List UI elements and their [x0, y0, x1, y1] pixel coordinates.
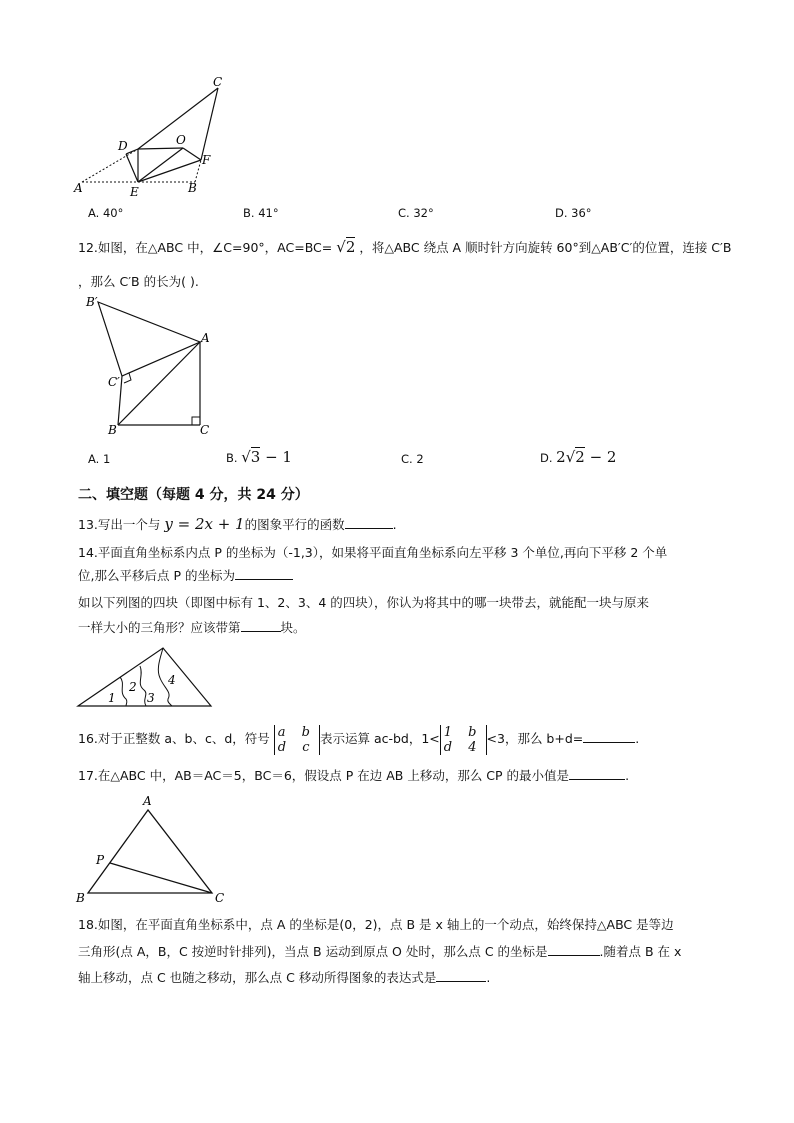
q11-label-a: A [74, 181, 83, 195]
q18-line3: 轴上移动，点 C 也随之移动，那么点 C 移动所得图象的表达式是 . [78, 970, 491, 985]
q17-label-p: P [96, 853, 105, 867]
q12-stem-line2: ，那么 C′B 的长为( ). [78, 274, 199, 289]
q12-option-a: A. 1 [88, 452, 111, 466]
q13-formula: y = 2x + 1 [164, 515, 245, 533]
q12-label-a: A [201, 331, 210, 345]
q12-stem-part1: 12.如图，在△ABC 中，∠C=90°，AC=BC= [78, 240, 333, 255]
q11-option-a: A. 40° [88, 206, 124, 220]
q12-option-c: C. 2 [401, 452, 424, 466]
q14-line2: 位,那么平移后点 P 的坐标为 [78, 566, 293, 584]
q18-line2: 三角形(点 A，B，C 按逆时针排列)，当点 B 运动到原点 O 处时，那么点 C 的坐标是 .随着点 B 在 x [78, 944, 682, 959]
q15-line2: 一样大小的三角形？应该带第 块。 [78, 620, 306, 635]
q12-label-bprime: B′ [86, 295, 98, 309]
q15-figure [74, 644, 214, 710]
q15-label-4: 4 [168, 673, 176, 687]
q16-det-symbol: a b d c [274, 725, 320, 755]
q12-label-cprime: C′ [108, 375, 120, 389]
q16-det-values: 1 b d 4 [440, 725, 487, 755]
q11-label-e: E [130, 185, 139, 199]
q12-label-c: C [200, 423, 210, 437]
q11-label-d: D [118, 139, 128, 153]
q11-figure [70, 74, 240, 199]
q11-label-f: F [202, 153, 211, 167]
q11-label-b: B [188, 181, 197, 195]
q15-label-2: 2 [129, 680, 137, 694]
q15-label-3: 3 [147, 691, 155, 705]
q17-label-b: B [76, 891, 85, 904]
q12-figure [80, 292, 220, 437]
q17-figure [74, 792, 234, 904]
q15-label-1: 1 [108, 691, 116, 705]
q11-option-b: B. 41° [243, 206, 279, 220]
section-title: 二、填空题（每题 4 分，共 24 分） [78, 487, 309, 503]
q11-option-d: D. 36° [555, 206, 592, 220]
q12-label-b: B [108, 423, 117, 437]
q12-stem [78, 238, 731, 256]
q17-label-c: C [215, 891, 225, 904]
q12-option-d: D. 2√2 − 2 [540, 448, 617, 466]
q11-option-c: C. 32° [398, 206, 434, 220]
q18-line1: 18.如图，在平面直角坐标系中，点 A 的坐标是(0，2)，点 B 是 x 轴上的一个动点，始终保持△ABC 是等边 [78, 917, 674, 932]
q13: 13.写出一个与 y = 2x + 1的图象平行的函数 . [78, 515, 397, 533]
q12-sqrt: √2 [336, 238, 356, 256]
q11-label-o: O [176, 133, 186, 147]
q15-line1: 如以下列图的四块（即图中标有 1、2、3、4 的四块），你认为将其中的哪一块带去，就能配一块与原来 [78, 595, 650, 610]
q17-stem: 17.在△ABC 中，AB＝AC＝5，BC＝6，假设点 P 在边 AB 上移动，那么 CP 的最小值是 . [78, 768, 630, 783]
q12-option-b: B. √3 − 1 [226, 448, 292, 466]
q11-label-c: C [213, 75, 223, 89]
q17-label-a: A [143, 794, 152, 808]
q16: 16.对于正整数 a、b、c、d，符号 a b d c 表示运算 ac-bd，1< 1 b d 4 <3，那么 b+d= . [78, 724, 640, 755]
q14-line1: 14.平面直角坐标系内点 P 的坐标为（-1,3），如果将平面直角坐标系向左平移 3 个单位,再向下平移 2 个单 [78, 545, 668, 560]
q12-stem-part2: ，将△ABC 绕点 A 顺时针方向旋转 60°到△AB′C′的位置，连接 C′B [359, 240, 732, 255]
